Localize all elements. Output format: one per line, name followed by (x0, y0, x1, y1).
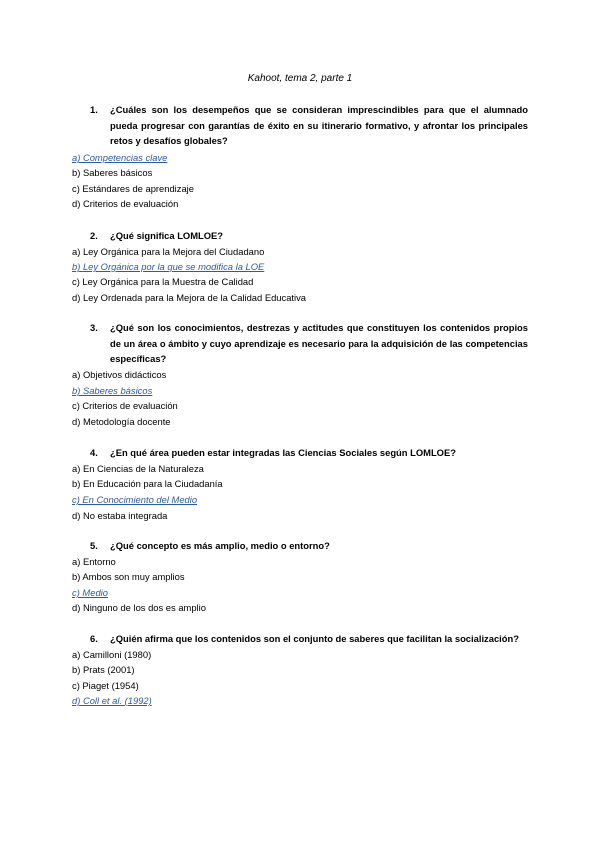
answer-option: c) Estándares de aprendizaje (72, 183, 194, 194)
answer-option-correct: b) Saberes básicos (72, 385, 153, 396)
question-text: ¿Quién afirma que los contenidos son el conjunto de saberes que facilitan la socialización? (110, 633, 519, 644)
question-text: ¿Qué significa LOMLOE? (110, 230, 224, 241)
answer-option: a) Entorno (72, 556, 116, 567)
answer-option: c) Piaget (1954) (72, 680, 139, 691)
answer-option: d) Ley Ordenada para la Mejora de la Calidad Educativa (72, 292, 306, 303)
question-4 (90, 445, 528, 461)
answer-option: b) Prats (2001) (72, 664, 135, 675)
question-3 (90, 320, 528, 367)
question-text: ¿En qué área pueden estar integradas las Ciencias Sociales según LOMLOE? (110, 447, 456, 458)
question-6 (90, 631, 528, 647)
question-number: 4. (90, 447, 98, 458)
question-5 (90, 538, 528, 554)
answer-option: d) Criterios de evaluación (72, 198, 179, 209)
question-number: 3. (90, 322, 98, 333)
answer-option: d) Metodología docente (72, 416, 171, 427)
answer-option: a) Camilloni (1980) (72, 649, 152, 660)
question-text: ¿Cuáles son los desempeños que se consideran imprescindibles para que el alumnado pueda progresar con garantías de éxito en su itinerario formativo, y afrontar los principales retos y desafíos globales? (110, 104, 528, 147)
answer-option: a) En Ciencias de la Naturaleza (72, 463, 204, 474)
question-2 (90, 228, 528, 244)
answer-option-correct: c) Medio (72, 587, 108, 598)
answer-option: d) No estaba integrada (72, 510, 168, 521)
answer-option: a) Objetivos didácticos (72, 369, 167, 380)
answer-option-correct: c) En Conocimiento del Medio (72, 494, 198, 505)
question-number: 2. (90, 230, 98, 241)
answer-option: c) Criterios de evaluación (72, 400, 178, 411)
question-number: 1. (90, 104, 98, 115)
document-title: Kahoot, tema 2, parte 1 (247, 73, 353, 84)
answer-option-correct: b) Ley Orgánica por la que se modifica la LOE (72, 261, 265, 272)
question-text: ¿Qué son los conocimientos, destrezas y actitudes que constituyen los contenidos propios de un área o ámbito y cuyo aprendizaje es necesario para la adquisición de las competencias específicas? (110, 322, 528, 365)
answer-option: d) Ninguno de los dos es amplio (72, 602, 206, 613)
question-number: 5. (90, 540, 98, 551)
answer-option-correct: a) Competencias clave (72, 152, 168, 163)
answer-option: b) En Educación para la Ciudadanía (72, 478, 223, 489)
answer-option-correct: d) Coll et al. (1992) (72, 695, 152, 706)
question-number: 6. (90, 633, 98, 644)
answer-option: b) Ambos son muy amplios (72, 571, 185, 582)
question-text: ¿Qué concepto es más amplio, medio o entorno? (110, 540, 330, 551)
question-1 (90, 102, 528, 149)
answer-option: b) Saberes básicos (72, 167, 153, 178)
answer-option: a) Ley Orgánica para la Mejora del Ciudadano (72, 246, 265, 257)
answer-option: c) Ley Orgánica para la Muestra de Calidad (72, 276, 254, 287)
